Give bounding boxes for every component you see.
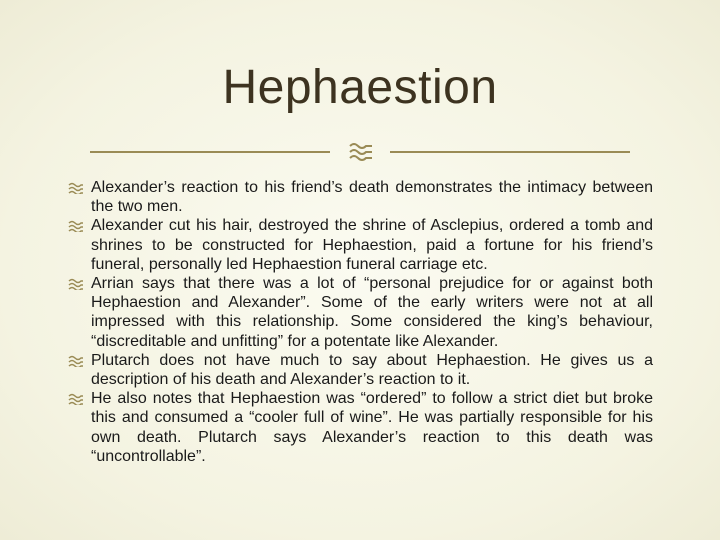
list-item <box>70 216 653 274</box>
list-item <box>70 389 653 466</box>
wave-ornament-icon <box>348 140 374 164</box>
bullet-list <box>70 178 653 466</box>
bullet-text: Alexander cut his hair, destroyed the shrine of Asclepius, ordered a tomb and shrines to be constructed for Hephaestion, paid a fortune for his friend’s funeral, personally led Hephaestion funeral carriage etc. <box>91 217 653 273</box>
list-item <box>70 274 653 351</box>
bullet-text: Arrian says that there was a lot of “personal prejudice for or against both Hephaestion and Alexander”. Some of the early writers were not at all impressed with this relationship. Some considered the king’s behaviour, “discreditable and unfitting” for a potentate like Alexander. <box>91 275 653 350</box>
bullet-text: Alexander’s reaction to his friend’s death demonstrates the intimacy between the two men. <box>91 179 653 216</box>
list-item <box>70 351 653 389</box>
bullet-text: He also notes that Hephaestion was “ordered” to follow a strict diet but broke this and consumed a “cooler full of wine”. He was partially responsible for his own death. Plutarch says Alexander’s reaction to this death was “uncontrollable”. <box>91 390 653 465</box>
wave-bullet-icon <box>68 220 84 232</box>
wave-bullet-icon <box>68 355 84 367</box>
list-item <box>70 178 653 216</box>
slide-title: Hephaestion <box>222 61 498 114</box>
wave-bullet-icon <box>68 393 84 405</box>
title-divider <box>90 140 630 164</box>
divider-line-left <box>90 151 330 153</box>
wave-bullet-icon <box>68 278 84 290</box>
bullet-text: Plutarch does not have much to say about Hephaestion. He gives us a description of his death and Alexander’s reaction to it. <box>91 351 653 389</box>
divider-line-right <box>390 151 630 153</box>
wave-bullet-icon <box>68 182 84 194</box>
